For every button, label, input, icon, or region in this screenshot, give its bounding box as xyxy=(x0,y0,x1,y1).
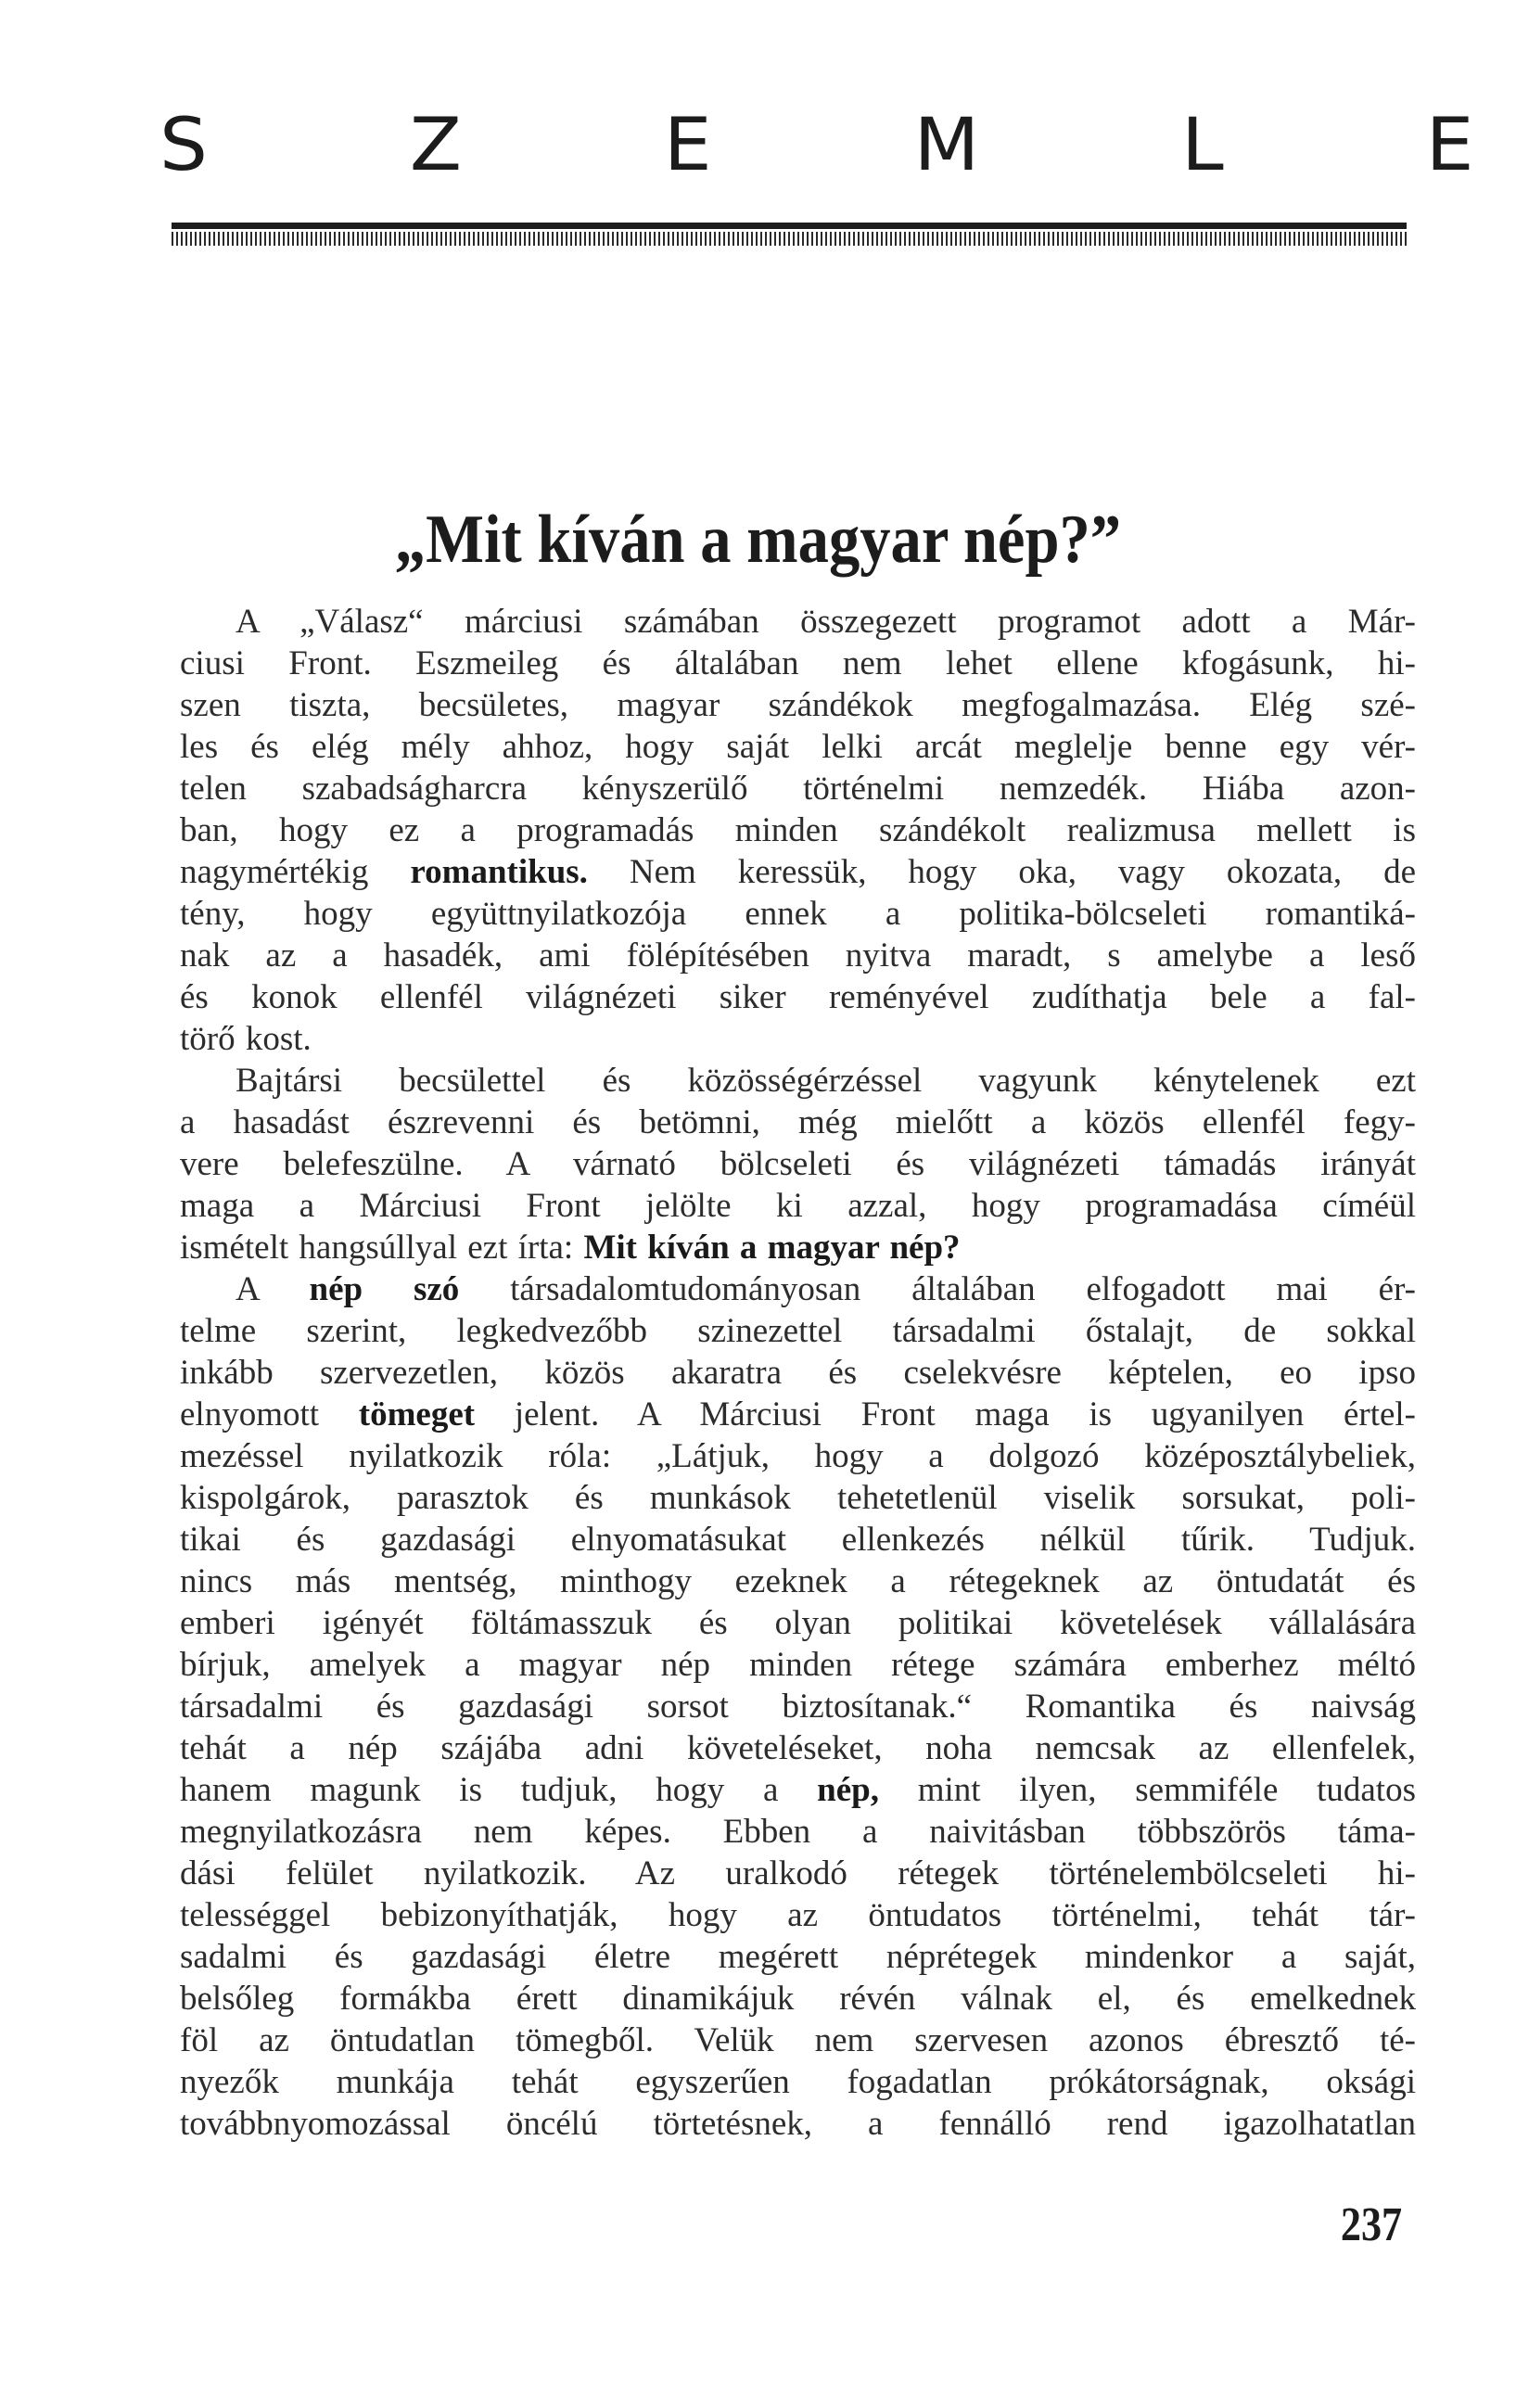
text-line: tény, hogy együttnyilatkozója ennek a politika-bölcseleti romantiká- xyxy=(180,895,1416,933)
masthead-letter: L xyxy=(1181,104,1224,187)
text-line: társadalmi és gazdasági sorsot biztosítanak.“ Romantika és naivság xyxy=(180,1688,1416,1726)
text-line: dási felület nyilatkozik. Az uralkodó rétegek történelembölcseleti hi- xyxy=(180,1854,1416,1892)
article-body xyxy=(180,601,1416,2145)
text-line: vere belefeszülne. A várnató bölcseleti és világnézeti támadás irányát xyxy=(180,1145,1416,1183)
paragraph xyxy=(180,601,1416,1060)
masthead-letter: Z xyxy=(409,104,463,187)
text-line: föl az öntudatlan tömegből. Velük nem szervesen azonos ébresztő té- xyxy=(180,2021,1416,2059)
text-segment: hanem magunk is tudjuk, hogy a xyxy=(180,1771,818,1809)
rule-thick-line xyxy=(172,223,1407,229)
masthead-letter: E xyxy=(663,104,712,187)
text-line: telességgel bebizonyíthatják, hogy az öntudatos történelmi, tehát tár- xyxy=(180,1896,1416,1934)
text-segment: társadalomtudományosan általában elfogadott mai ér- xyxy=(459,1270,1416,1308)
rule-hatched-band xyxy=(172,232,1407,246)
text-line: tehát a nép szájába adni követeléseket, noha nemcsak az ellenfelek, xyxy=(180,1729,1416,1767)
text-line: belsőleg formákba érett dinamikájuk révén válnak el, és emelkednek xyxy=(180,1980,1416,2018)
text-line: megnyilatkozásra nem képes. Ebben a naivitásban többszörös táma- xyxy=(180,1813,1416,1851)
bold-emphasis: nép szó xyxy=(309,1270,460,1308)
text-segment: jelent. A Márciusi Front maga is ugyanilyen értel- xyxy=(475,1395,1416,1433)
text-segment: Nem keressük, hogy oka, vagy okozata, de xyxy=(587,853,1416,891)
text-line: kispolgárok, parasztok és munkások tehetetlenül viselik sorsukat, poli- xyxy=(180,1479,1416,1517)
text-line: les és elég mély ahhoz, hogy saját lelki arcát meglelje benne egy vér- xyxy=(180,728,1416,766)
text-line: ciusi Front. Eszmeileg és általában nem lehet ellene kfogásunk, hi- xyxy=(180,644,1416,682)
bold-emphasis: nép, xyxy=(817,1771,879,1809)
masthead-letter: M xyxy=(913,104,980,187)
masthead-letter: E xyxy=(1425,104,1474,187)
text-line xyxy=(180,851,1416,893)
bold-emphasis: romantikus. xyxy=(410,853,588,891)
text-segment: A xyxy=(236,1270,310,1308)
text-line: telme szerint, legkedvezőbb szinezettel társadalmi őstalajt, de sokkal xyxy=(180,1312,1416,1350)
text-line: bírjuk, amelyek a magyar nép minden rétege számára emberhez méltó xyxy=(180,1646,1416,1684)
article-title: „Mit kíván a magyar nép?” xyxy=(394,502,1122,578)
masthead-letter: S xyxy=(159,104,208,187)
page-number: 237 xyxy=(1340,2198,1403,2251)
heading-rule-divider xyxy=(172,223,1407,247)
text-line: szen tiszta, becsületes, magyar szándékok megfogalmazása. Elég szé- xyxy=(180,686,1416,724)
text-line: továbbnyomozással öncélú törtetésnek, a fennálló rend igazolhatatlan xyxy=(180,2105,1416,2143)
text-line: sadalmi és gazdasági életre megérett néprétegek mindenkor a saját, xyxy=(180,1938,1416,1976)
text-line: telen szabadságharcra kényszerülő történelmi nemzedék. Hiába azon- xyxy=(180,770,1416,808)
text-segment: elnyomott xyxy=(180,1395,359,1433)
text-line xyxy=(180,1268,1416,1310)
text-line: maga a Márciusi Front jelölte ki azzal, hogy programadása címéül xyxy=(180,1187,1416,1225)
text-line: a hasadást észrevenni és betömni, még mielőtt a közös ellenfél fegy- xyxy=(180,1103,1416,1141)
bold-emphasis: Mit kíván a magyar nép? xyxy=(583,1229,961,1267)
text-line xyxy=(180,1227,1416,1268)
text-line: nyezők munkája tehát egyszerűen fogadatlan prókátorságnak, oksági xyxy=(180,2063,1416,2101)
text-line xyxy=(180,1394,1416,1435)
text-line: ban, hogy ez a programadás minden szándékolt realizmusa mellett is xyxy=(180,811,1416,849)
text-line xyxy=(180,1769,1416,1811)
text-line: Bajtársi becsülettel és közösségérzéssel vagyunk kénytelenek ezt xyxy=(236,1062,1416,1100)
paragraph xyxy=(180,1060,1416,1268)
paragraph xyxy=(180,1268,1416,2145)
text-line: A „Válasz“ márciusi számában összegezett programot adott a Már- xyxy=(236,603,1416,641)
text-line: inkább szervezetlen, közös akaratra és cselekvésre képtelen, eo ipso xyxy=(180,1354,1416,1392)
journal-section-heading xyxy=(159,104,1474,187)
text-segment: nagymértékig xyxy=(180,853,411,891)
text-line: nincs más mentség, minthogy ezeknek a rétegeknek az öntudatát és xyxy=(180,1562,1416,1600)
text-segment: mint ilyen, semmiféle tudatos xyxy=(878,1771,1416,1809)
text-line: nak az a hasadék, ami fölépítésében nyitva maradt, s amelybe a leső xyxy=(180,936,1416,975)
text-line: tikai és gazdasági elnyomatásukat ellenkezés nélkül tűrik. Tudjuk. xyxy=(180,1521,1416,1559)
text-line: és konok ellenfél világnézeti siker reményével zudíthatja bele a fal- xyxy=(180,978,1416,1016)
text-line: törő kost. xyxy=(180,1020,312,1058)
text-line: mezéssel nyilatkozik róla: „Látjuk, hogy a dolgozó középosztálybeliek, xyxy=(180,1437,1416,1475)
bold-emphasis: tömeget xyxy=(358,1395,476,1433)
text-line: emberi igényét föltámasszuk és olyan politikai követelések vállalására xyxy=(180,1604,1416,1642)
text-segment: ismételt hangsúllyal ezt írta: xyxy=(180,1229,584,1267)
